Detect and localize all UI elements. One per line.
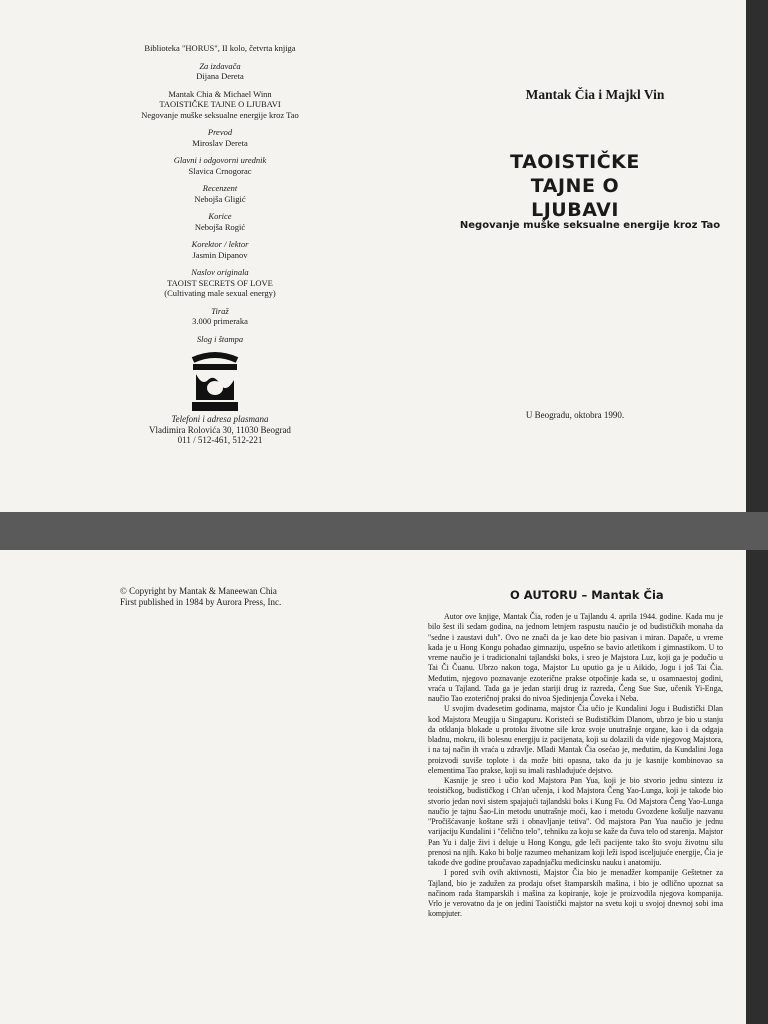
section-heading: O AUTORU – Mantak Čia [510, 588, 664, 602]
imprint-value: Nebojša Gligić [194, 193, 246, 204]
imprint-value: Miroslav Dereta [192, 137, 248, 148]
imprint-entry [110, 43, 330, 54]
bio-paragraph: Kasnije je sreo i učio kod Majstora Pan Yua, koji je bio stvorio jednu sintezu iz teoističkog, budističkog i Ch'an učenja, i kod Majstora Čeng Yao-Lunga, koji je takođe bio stvorio jedan novi sistem spajajući tajlandski boks i Kung Fu. Od Majstora Čeng Yao-Lunga naučio je tajnu Šao-Lin metodu unutrašnje moći, kao i metodu Gvozdene košulje nazvanu "Pročišćavanje koštane srži i obnavljanje tetiva". Od majstora Pan Yua naučio je jednu varijaciju Kundalini i "čelično telo", tehniku za koju se kaže da čuva telo od starenja. Majstor Pan Yu i dalje živi i deluje u Hong Kongu, gde leči pacijente tako što svoju životnu silu prenosi na njih. Kako bi bolje razumeo mehanizam koji leži ispod isceljujuće energije, Čia je takođe dve godine proučavao zapadnjačku medicinsku nauku i anatomiju. [428, 776, 724, 867]
imprint-value: Negovanje muške seksualne energije kroz Tao [141, 109, 299, 120]
imprint-entry [110, 267, 330, 299]
imprint-role: Glavni i odgovorni urednik [173, 155, 267, 165]
imprint-entry [110, 239, 330, 260]
book-title [490, 150, 660, 222]
bio-paragraph: U svojim dvadesetim godinama, majstor Čia učio je Kundalini Jogu i Budistički Dlan kod Majstora Meugija u Singapuru. Koristeći se Budističkim Dlanom, ubrzo je bio u stanju da otklanja blokade u protoku životne sile kroz svoje unutrašnje organe, kao i da odgaja bladnu, mokru, ili bolesnu energiju iz pacijenata, koji su dolazili da vide njegovog Majstora, i na taj način ih vraća u zdravlje. Mladi Mantak Čia osećao je, međutim, da Kundalini Joga proizvodi suviše toplote i da može biti opasna, tako da ju je kasnije kombinovao sa elementima Tao prakse, koji su imali rashlađujuće dejstvo. [428, 704, 723, 775]
author-biography [428, 612, 723, 920]
imprint-entry [110, 334, 330, 345]
scan-edge [746, 550, 768, 1024]
imprint-value: Biblioteka "HORUS", II kolo, četvrta knjiga [144, 43, 296, 53]
imprint-entry [110, 211, 330, 232]
title-line: TAJNE O LJUBAVI [530, 175, 620, 221]
imprint-role: Prevod [207, 127, 233, 137]
copyright-line: © Copyright by Mantak & Maneewan Chia [120, 586, 277, 596]
publisher-logo [190, 350, 240, 412]
imprint-entry [110, 183, 330, 204]
place-date: U Beogradu, oktobra 1990. [525, 410, 625, 420]
copyright-notice [120, 586, 281, 608]
contact-address: Vladimira Rolovića 30, 11030 Beograd [149, 424, 291, 435]
imprint-role: Za izdavača [199, 60, 241, 71]
imprint-entry [110, 306, 330, 327]
bio-paragraph: Autor ove knjige, Mantak Čia, rođen je u Tajlandu 4. aprila 1944. godine. Kada mu je bilo šest ili sedam godina, na jednom letnjem raspustu naučio je od budističkih monaha da "sedne i zaustavi duh". Ovo ne znači da je kao dete bio pasivan i miran. Dapače, u vreme kada je u Hong Kongu pohađao gimnaziju, uspešno se bavio atletikom i gimnastikom. U to vreme naučio je i tradicionalni tajlandski boks, i sreo je Majstora Luz, koji ga je podučio u Tai Či Čuanu. Ubrzo nakon toga, Majstor Lu uputio ga je u Aikido, Jogu i još Tai Čia. Međutim, njegovo poznavanje ezoterične prakse otpočinje kada se, u osamnaestoj godini, vraća u Tajland. Tada ga je jedan stariji drug iz razreda, Čeng Sue Sue, učenik Yi-Enga, naučio Tao ezoteričnoj praksi do nivoa Sjedinjenja Čoveka i Neba. [428, 612, 723, 703]
imprint-role: Tiraž [211, 305, 229, 316]
imprint-entry [110, 61, 330, 82]
bio-paragraph: I pored svih ovih aktivnosti, Majstor Čia bio je menadžer kompanije Geštetner za Tajland, bio je zadužen za prodaju ofset štamparskih mašina, i bio je odlično upoznat sa načinom rada štamparskih i mašina za kopiranje, koje je proizvodila njegova kompanija. Vrlo je verovatno da je on jedini Taoistički majstor na svetu koji u svojoj dnevnoj sobi ima kompjuter. [428, 868, 723, 919]
imprint-value: 3.000 primeraka [192, 316, 248, 326]
imprint-value: Nebojša Rogić [194, 221, 246, 232]
publication-line: First published in 1984 by Aurora Press, Inc. [120, 597, 282, 607]
contact-phones: 011 / 512-461, 512-221 [177, 435, 263, 445]
imprint-value: (Cultivating male sexual energy) [164, 288, 276, 298]
contact-role: Telefoni i adresa plasmana [171, 414, 269, 424]
imprint-role: Korice [208, 211, 232, 221]
imprint-role: Slog i štampa [196, 333, 244, 344]
book-subtitle: Negovanje muške seksualne energije kroz Tao [459, 220, 721, 231]
author-name: Mantak Čia i Majkl Vin [525, 87, 665, 102]
imprint-role: Recenzent [202, 183, 238, 193]
imprint-entry [110, 89, 330, 121]
imprint-value: Slavica Crnogorac [188, 165, 252, 176]
scan-edge [746, 0, 768, 512]
imprint-entry [110, 155, 330, 176]
imprint-value: Jasmin Dipanov [192, 249, 248, 260]
imprint-value: TAOIST SECRETS OF LOVE [167, 277, 273, 288]
contact-block [110, 414, 330, 446]
imprint-entry [110, 127, 330, 148]
imprint-value: TAOISTIČKE TAJNE O LJUBAVI [159, 99, 281, 109]
imprint-value: Dijana Dereta [196, 71, 244, 81]
imprint-block [110, 43, 330, 351]
imprint-value: Mantak Chia & Michael Winn [168, 88, 272, 99]
imprint-role: Naslov originala [191, 267, 249, 277]
imprint-role: Korektor / lektor [191, 239, 249, 249]
title-line: TAOISTIČKE [510, 151, 640, 173]
